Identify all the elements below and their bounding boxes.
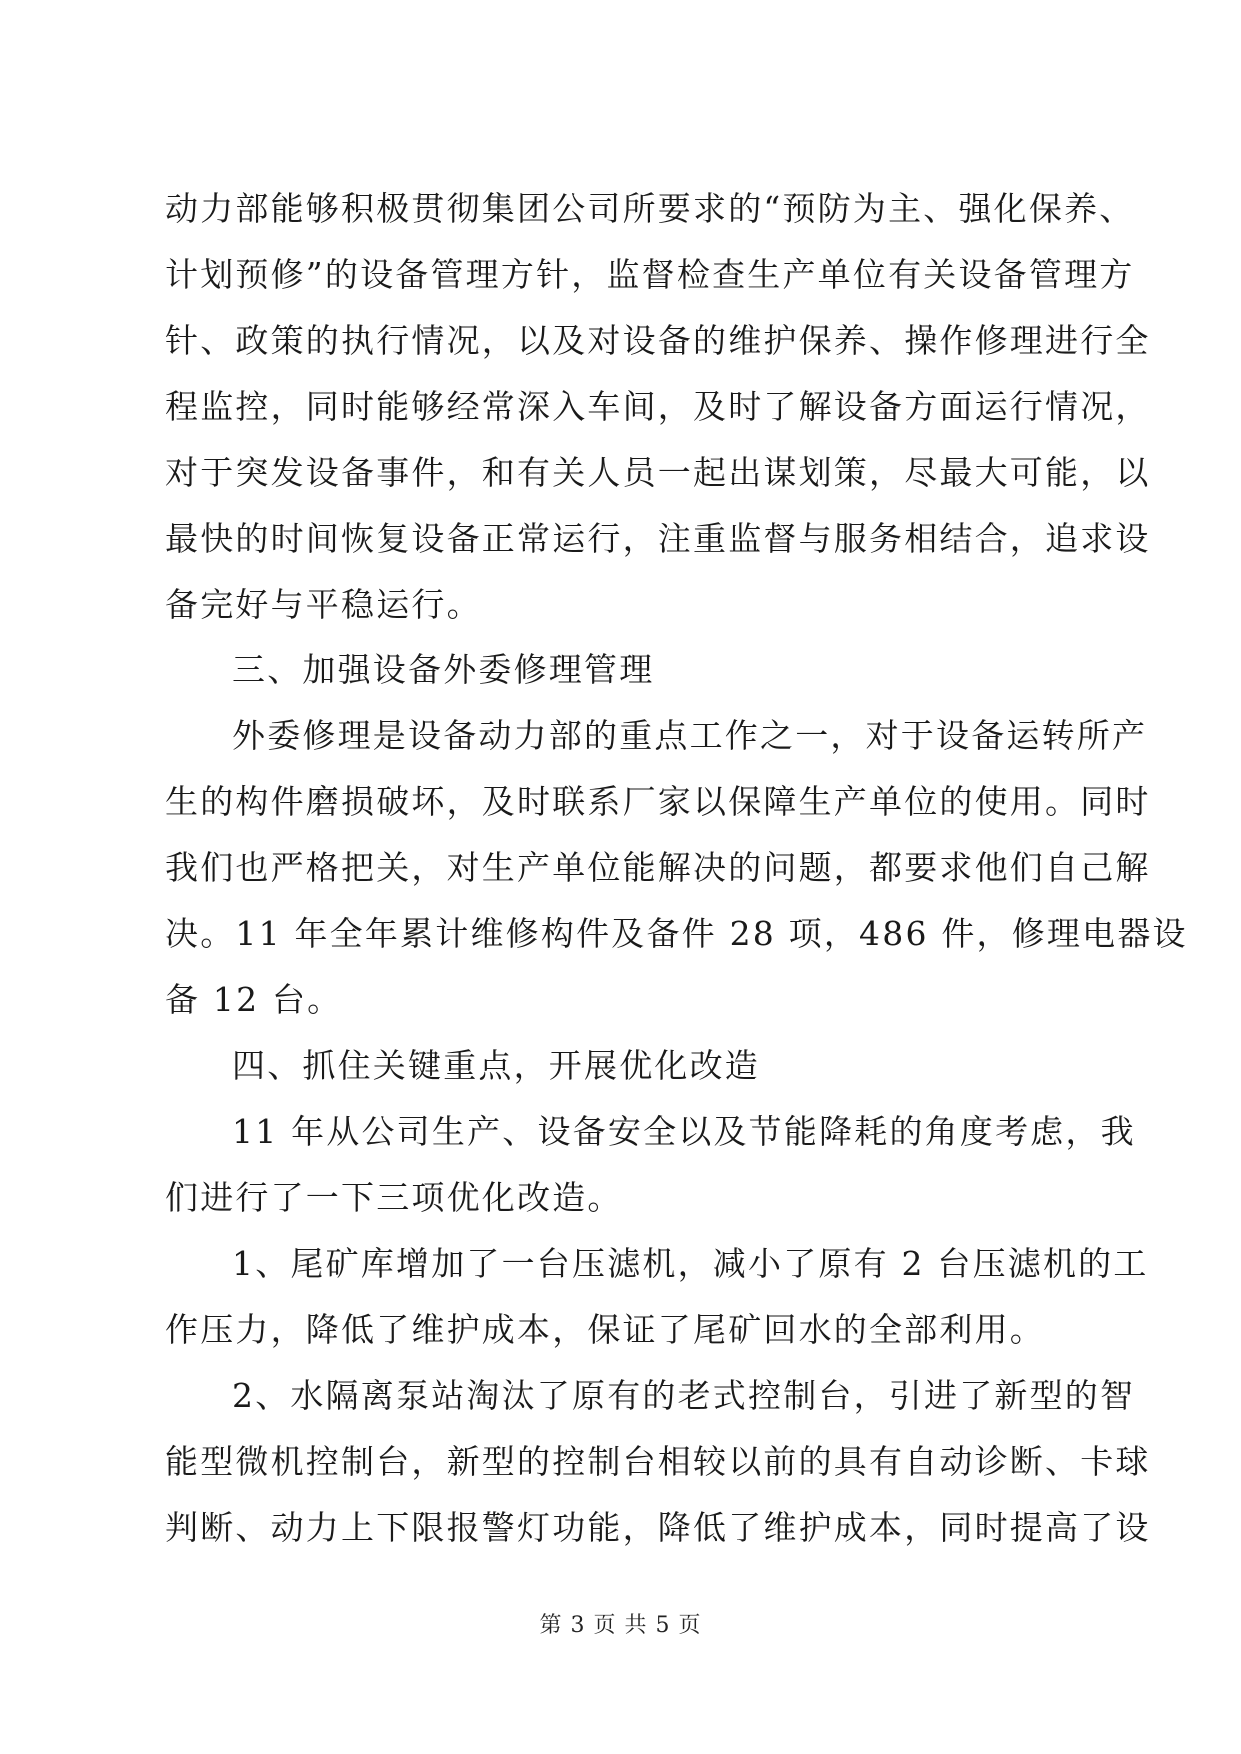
body-text-line: 备 12 台。 xyxy=(165,980,343,1019)
body-text-line: 生的构件磨损破坏，及时联系厂家以保障生产单位的使用。同时 xyxy=(165,782,1151,821)
body-text-line: 程监控，同时能够经常深入车间，及时了解设备方面运行情况， xyxy=(165,387,1151,426)
body-text-line: 决。11 年全年累计维修构件及备件 28 项，486 件，修理电器设 xyxy=(165,914,1188,953)
body-text-line: 们进行了一下三项优化改造。 xyxy=(165,1178,623,1217)
list-item-line: 1、尾矿库增加了一台压滤机，减小了原有 2 台压滤机的工 xyxy=(232,1244,1149,1283)
body-text-line: 我们也严格把关，对生产单位能解决的问题，都要求他们自己解 xyxy=(165,848,1151,887)
section-heading: 三、加强设备外委修理管理 xyxy=(232,650,655,689)
body-text-line: 计划预修”的设备管理方针，监督检查生产单位有关设备管理方 xyxy=(165,255,1135,294)
section-heading: 四、抓住关键重点，开展优化改造 xyxy=(232,1046,760,1085)
list-item-line: 能型微机控制台，新型的控制台相较以前的具有自动诊断、卡球 xyxy=(165,1442,1151,1481)
body-text-line: 外委修理是设备动力部的重点工作之一，对于设备运转所产 xyxy=(232,716,1148,755)
page-number-footer: 第 3 页 共 5 页 xyxy=(539,1613,702,1638)
body-text-line: 动力部能够积极贯彻集团公司所要求的“预防为主、强化保养、 xyxy=(165,189,1135,228)
body-text-line: 针、政策的执行情况，以及对设备的维护保养、操作修理进行全 xyxy=(165,321,1151,360)
body-text-line: 备完好与平稳运行。 xyxy=(165,585,482,624)
body-text-line: 11 年从公司生产、设备安全以及节能降耗的角度考虑，我 xyxy=(232,1112,1136,1151)
list-item-line: 作压力，降低了维护成本，保证了尾矿回水的全部利用。 xyxy=(165,1310,1045,1349)
list-item-line: 2、水隔离泵站淘汰了原有的老式控制台，引进了新型的智 xyxy=(232,1376,1136,1415)
body-text-line: 对于突发设备事件，和有关人员一起出谋划策，尽最大可能，以 xyxy=(165,453,1151,492)
body-text-line: 最快的时间恢复设备正常运行，注重监督与服务相结合，追求设 xyxy=(165,519,1151,558)
list-item-line: 判断、动力上下限报警灯功能，降低了维护成本，同时提高了设 xyxy=(165,1508,1151,1547)
